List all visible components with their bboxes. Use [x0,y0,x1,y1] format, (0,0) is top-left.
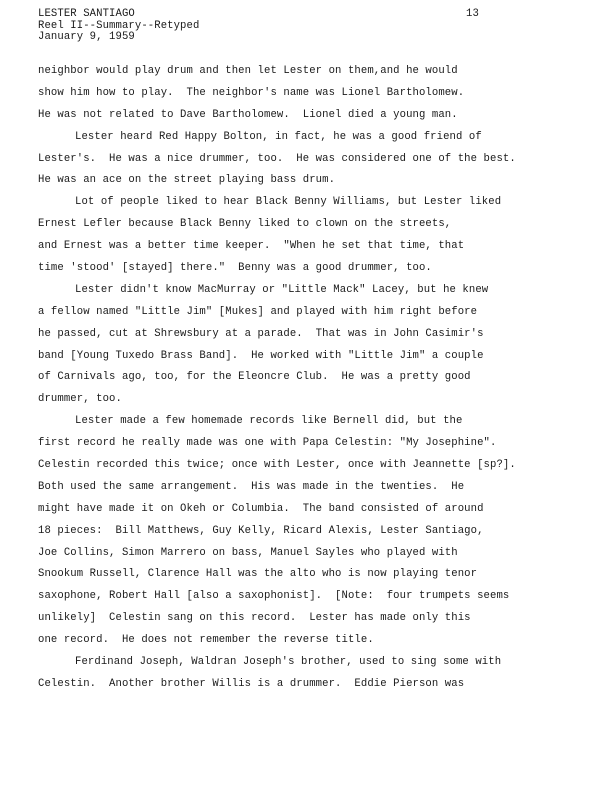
text-line: show him how to play. The neighbor's name was Lionel Bartholomew. [38,86,465,99]
summary-body [38,61,598,696]
text-line: Celestin. Another brother Willis is a drummer. Eddie Pierson was [38,677,465,690]
text-line: and Ernest was a better time keeper. "When he set that time, that [38,240,465,253]
page-header [38,9,199,44]
interviewee-name: LESTER SANTIAGO [38,8,135,20]
text-line: Joe Collins, Simon Marrero on bass, Manuel Sayles who played with [38,546,458,559]
text-line: Ernest Lefler because Black Benny liked to clown on the streets, [38,218,452,231]
paragraph-first-line: Lester didn't know MacMurray or "Little Mack" Lacey, but he knew [75,283,489,296]
text-line: 18 pieces: Bill Matthews, Guy Kelly, Ricard Alexis, Lester Santiago, [38,524,484,537]
text-line: Lester's. He was a nice drummer, too. He was considered one of the best. [38,152,516,165]
text-line: saxophone, Robert Hall [also a saxophonist]. [Note: four trumpets seems [38,590,510,603]
text-line: he passed, cut at Shrewsbury at a parade. That was in John Casimir's [38,327,484,340]
text-line: band [Young Tuxedo Brass Band]. He worked with "Little Jim" a couple [38,349,484,362]
text-line: one record. He does not remember the reverse title. [38,634,374,647]
text-line: Snookum Russell, Clarence Hall was the alto who is now playing tenor [38,568,478,581]
text-line: He was not related to Dave Bartholomew. Lionel died a young man. [38,108,458,121]
text-line: a fellow named "Little Jim" [Mukes] and played with him right before [38,305,478,318]
paragraph-first-line: Lot of people liked to hear Black Benny Williams, but Lester liked [75,196,502,209]
text-line: first record he really made was one with Papa Celestin: "My Josephine". [38,437,497,450]
text-line: drummer, too. [38,393,122,406]
paragraph-first-line: Lester made a few homemade records like Bernell did, but the [75,415,463,428]
text-line: Both used the same arrangement. His was made in the twenties. He [38,480,465,493]
text-line: might have made it on Okeh or Columbia. The band consisted of around [38,502,484,515]
paragraph-first-line: Ferdinand Joseph, Waldran Joseph's brother, used to sing some with [75,656,502,669]
interview-date: January 9, 1959 [38,31,135,43]
text-line: time 'stood' [stayed] there." Benny was a good drummer, too. [38,262,432,275]
page-number: 13 [466,8,479,20]
text-line: unlikely] Celestin sang on this record. Lester has made only this [38,612,471,625]
text-line: of Carnivals ago, too, for the Eleoncre Club. He was a pretty good [38,371,471,384]
reel-info: Reel II--Summary--Retyped [38,19,200,32]
text-line: He was an ace on the street playing bass drum. [38,174,336,187]
paragraph-first-line: Lester heard Red Happy Bolton, in fact, he was a good friend of [75,130,482,143]
text-line: neighbor would play drum and then let Lester on them,and he would [38,65,458,77]
text-line: Celestin recorded this twice; once with Lester, once with Jeannette [sp?]. [38,459,516,472]
